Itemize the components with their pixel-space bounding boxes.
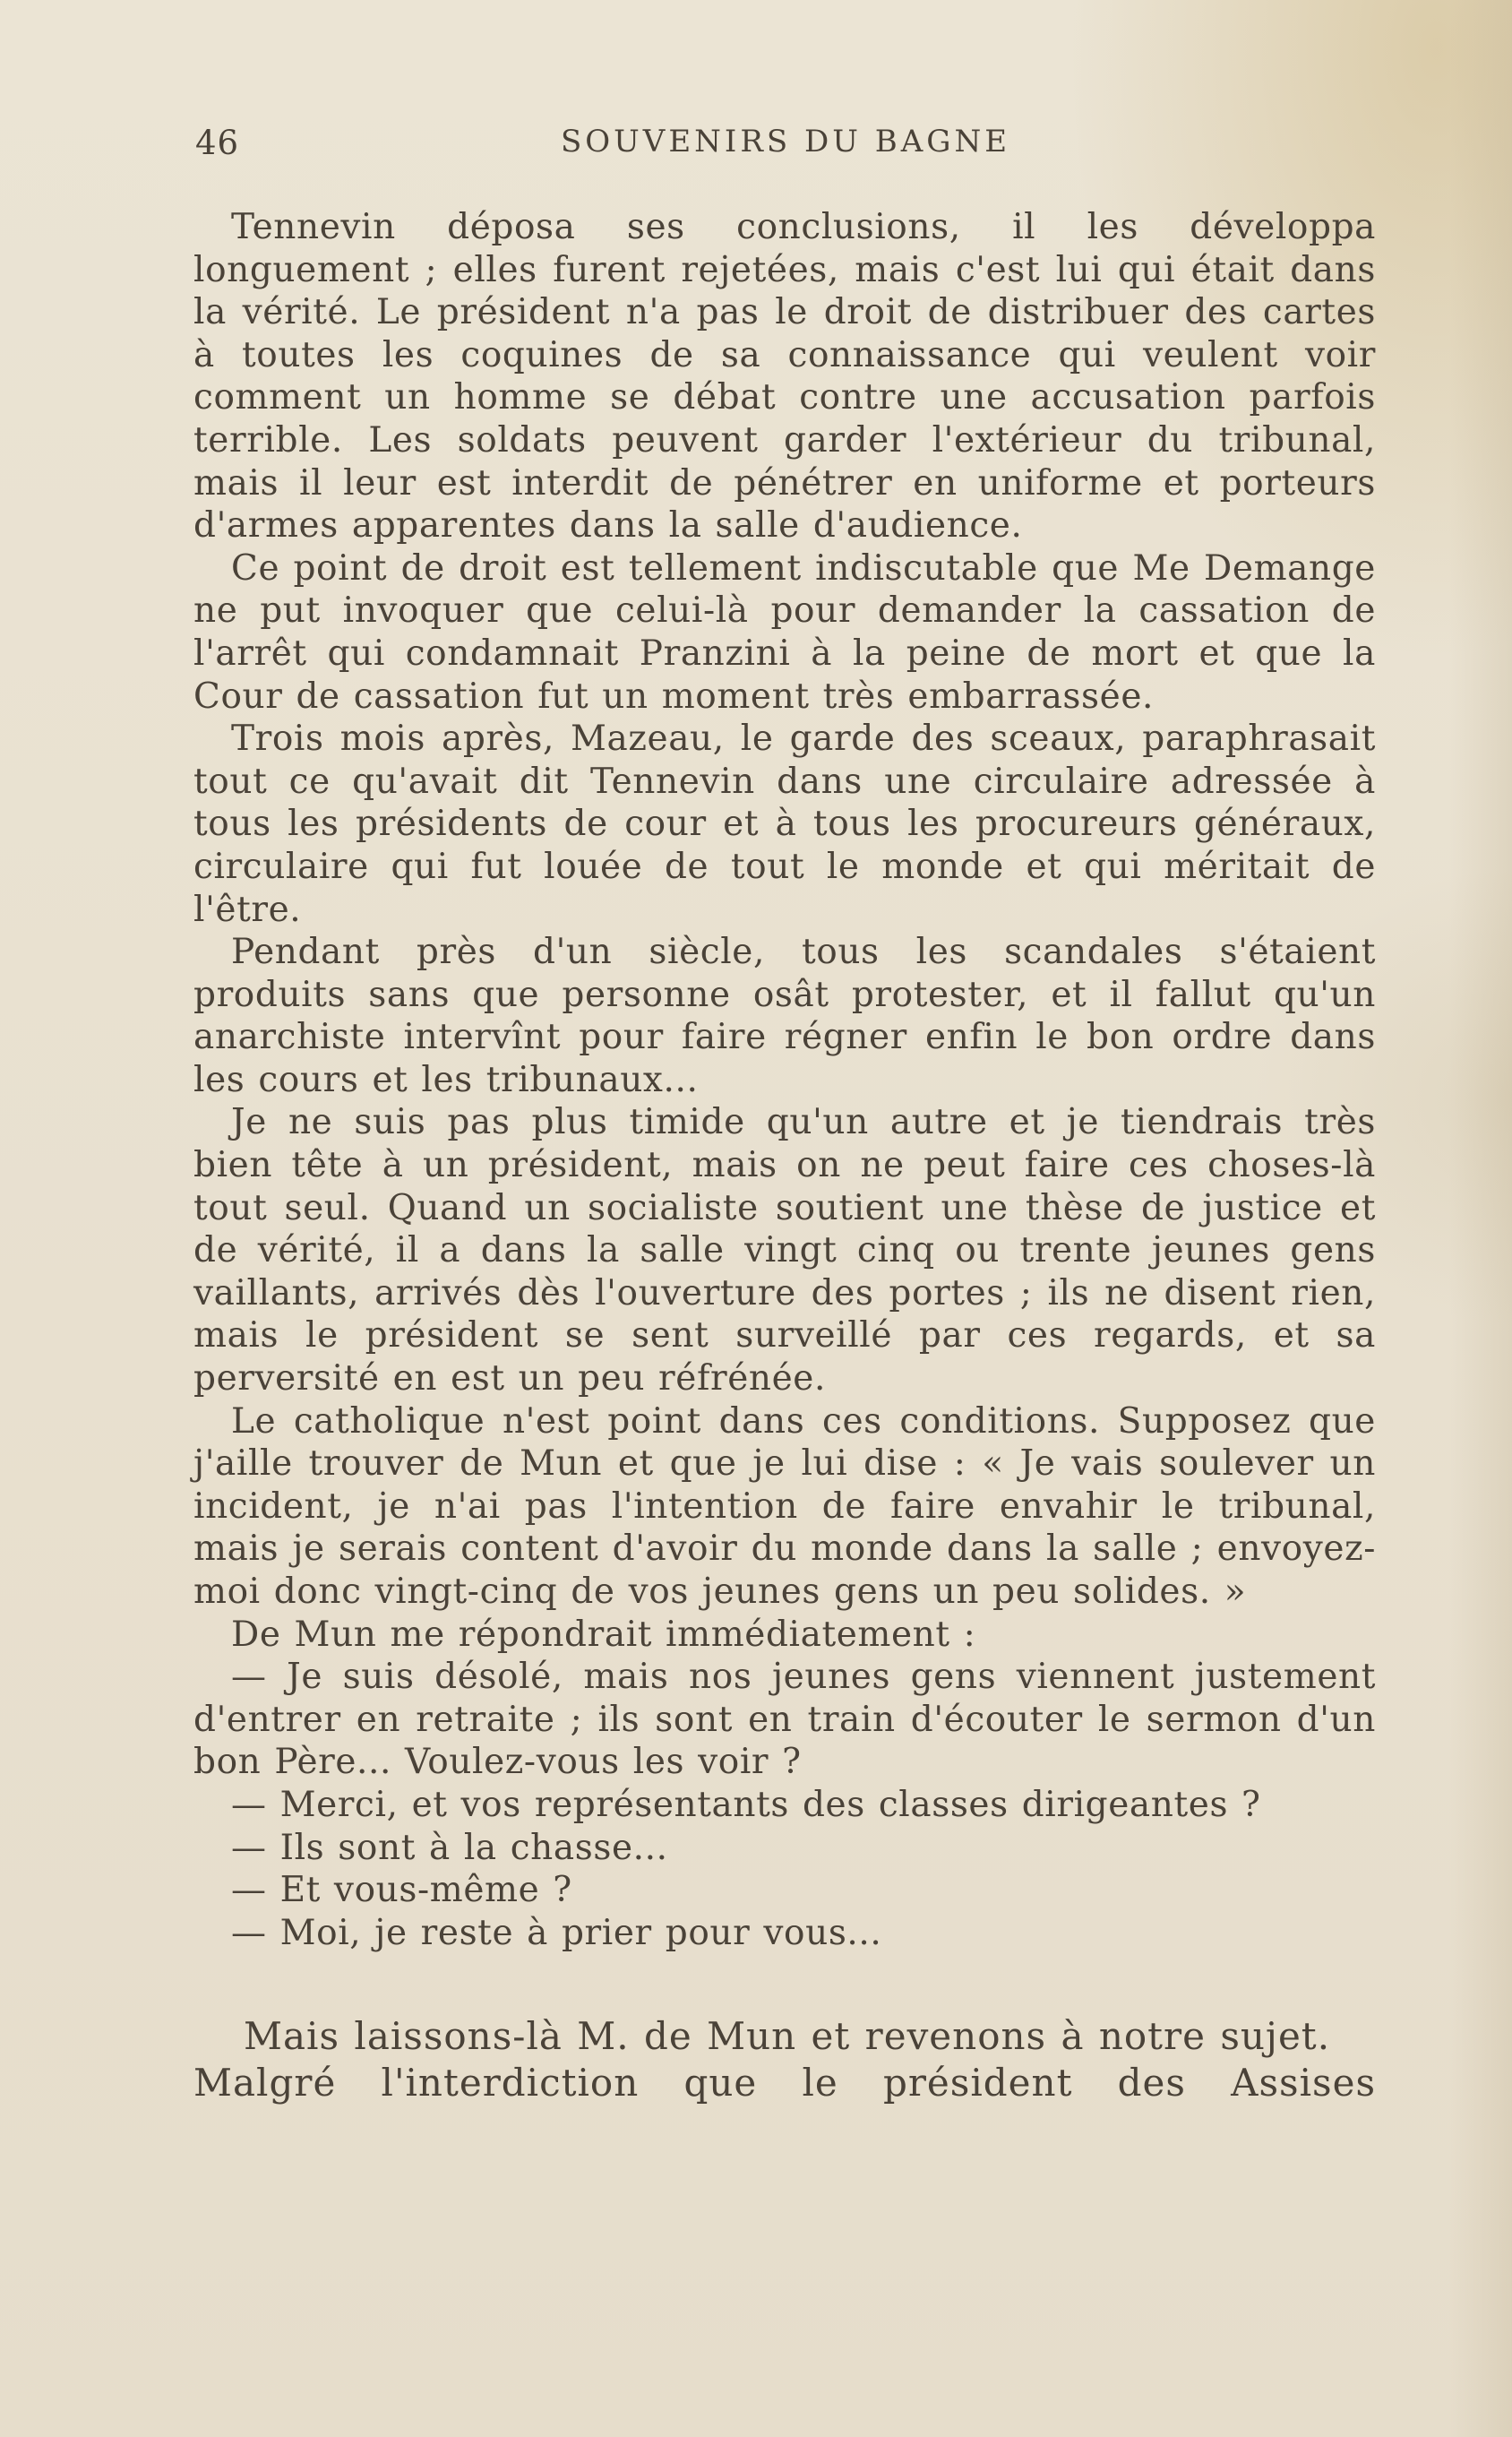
- paragraph: Le catholique n'est point dans ces conditions. Supposez que j'aille trouver de Mun et que je lui dise : « Je vais soulever un incident, je n'ai pas l'intention de faire envahir le tribunal, mais je serais content d'avoir du monde dans la salle ; envoyez-moi donc vingt-cinq de vos jeunes gens un peu solides. »: [193, 1400, 1376, 1612]
- dialogue-line: — Je suis désolé, mais nos jeunes gens viennent justement d'entrer en retraite ; ils sont en train d'écouter le sermon d'un bon Père... Voulez-vous les voir ?: [193, 1657, 1376, 1783]
- dialogue-line: — Ils sont à la chasse...: [231, 1827, 668, 1868]
- closing-line: Malgré l'interdiction que le président des Assises: [193, 2061, 1376, 2105]
- body-text: [193, 206, 1376, 2106]
- page-header: [195, 124, 1376, 168]
- paragraph: Trois mois après, Mazeau, le garde des sceaux, paraphrasait tout ce qu'avait dit Tennevin dans une circulaire adressée à tous les présidents de cour et à tous les procureurs généraux, circulaire qui fut louée de tout le monde et qui méritait de l'être.: [193, 719, 1376, 930]
- closing-section: [193, 2013, 1376, 2106]
- closing-line: Mais laissons-là M. de Mun et revenons à notre sujet.: [244, 2014, 1331, 2059]
- running-title: SOUVENIRS DU BAGNE: [560, 124, 1011, 159]
- dialogue-line: — Moi, je reste à prier pour vous...: [231, 1912, 882, 1953]
- dialogue-line: — Et vous-même ?: [231, 1870, 572, 1911]
- section-break: [193, 1954, 1376, 2013]
- paragraph: Tennevin déposa ses conclusions, il les développa longuement ; elles furent rejetées, mais c'est lui qui était dans la vérité. Le président n'a pas le droit de distribuer des cartes à toutes les coquines de sa connaissance qui veulent voir comment un homme se débat contre une accusation parfois terrible. Les soldats peuvent garder l'extérieur du tribunal, mais il leur est interdit de pénétrer en uniforme et porteurs d'armes apparentes dans la salle d'audience.: [193, 207, 1376, 547]
- paragraph: Ce point de droit est tellement indiscutable que Me Demange ne put invoquer que celui-là pour demander la cassation de l'arrêt qui condamnait Pranzini à la peine de mort et que la Cour de cassation fut un moment très embarrassée.: [193, 547, 1376, 717]
- paragraph: Pendant près d'un siècle, tous les scandales s'étaient produits sans que personne osât protester, et il fallut qu'un anarchiste intervînt pour faire régner enfin le bon ordre dans les cours et les tribunaux...: [193, 932, 1376, 1100]
- paragraph: Je ne suis pas plus timide qu'un autre et je tiendrais très bien tête à un président, mais on ne peut faire ces choses-là tout seul. Quand un socialiste soutient une thèse de justice et de vérité, il a dans la salle vingt cinq ou trente jeunes gens vaillants, arrivés dès l'ouverture des portes ; ils ne disent rien, mais le président se sent surveillé par ces regards, et sa perversité en est un peu réfrénée.: [193, 1102, 1376, 1399]
- dialogue-line: — Merci, et vos représentants des classes dirigeantes ?: [231, 1784, 1261, 1825]
- paragraph: De Mun me répondrait immédiatement :: [231, 1614, 976, 1655]
- page-edge-shading: [1449, 0, 1512, 2437]
- page-number: 46: [195, 124, 240, 162]
